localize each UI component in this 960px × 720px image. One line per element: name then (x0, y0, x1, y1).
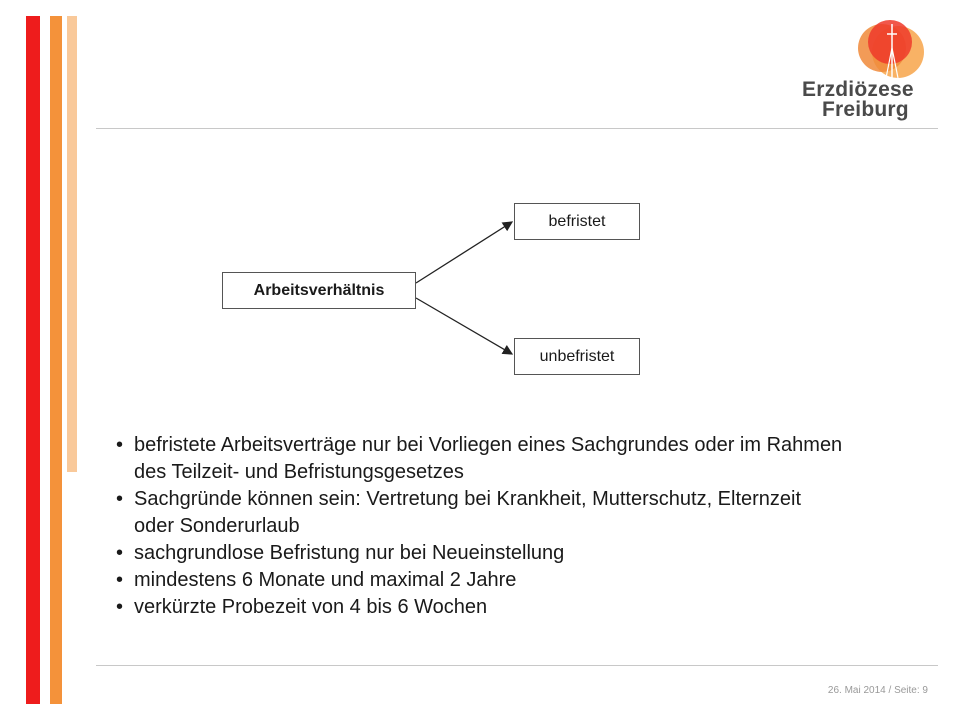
bullet-item: • befristete Arbeitsverträge nur bei Vorliegen eines Sachgrundes oder im Rahmen des Teilzeit- und Befristungsgesetzes (116, 432, 874, 486)
bullet-item: • sachgrundlose Befristung nur bei Neueinstellung (116, 540, 874, 567)
footer-page-info: 26. Mai 2014 / Seite: 9 (827, 685, 928, 696)
arrow-to-befristet (416, 222, 512, 283)
arrow-to-unbefristet (416, 298, 512, 354)
diagram-node-unbefristet: unbefristet (514, 338, 640, 375)
diagram-node-befristet: befristet (514, 203, 640, 240)
bullet-item: • verkürzte Probezeit von 4 bis 6 Wochen (116, 594, 874, 621)
diagram-root-node: Arbeitsverhältnis (222, 272, 416, 309)
bullet-item: • mindestens 6 Monate und maximal 2 Jahre (116, 567, 874, 594)
bullet-list (116, 432, 874, 621)
logo-line-1: Erzdiözese (802, 78, 914, 101)
bullet-item: • Sachgründe können sein: Vertretung bei Krankheit, Mutterschutz, Elternzeit oder Sonderurlaub (116, 486, 834, 540)
logo-line-2: Freiburg (822, 98, 909, 121)
